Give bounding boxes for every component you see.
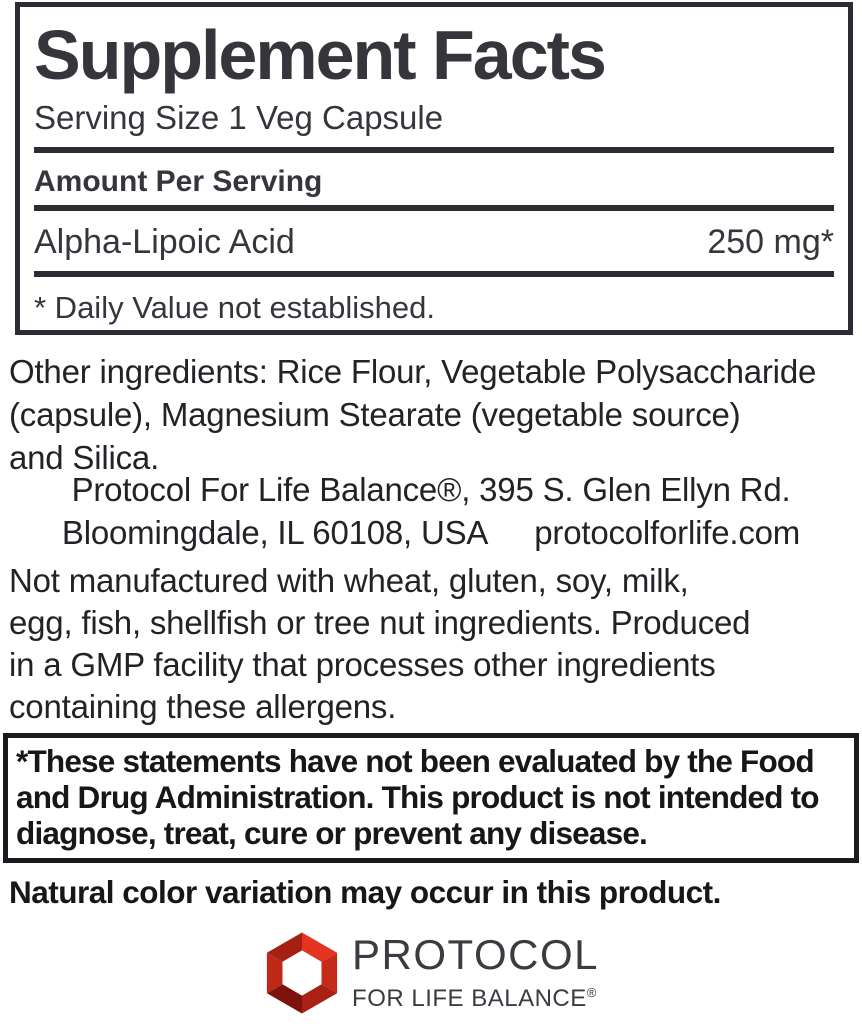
- amount-per-serving-header: Amount Per Serving: [34, 165, 323, 198]
- other-ingredients-line: Other ingredients: Rice Flour, Vegetable Polysaccharide: [9, 353, 817, 390]
- other-ingredients-line: (capsule), Magnesium Stearate (vegetable source): [9, 396, 741, 433]
- allergen-line: in a GMP facility that processes other ingredients: [9, 646, 716, 683]
- address-city: Bloomingdale, IL 60108, USA: [61, 514, 489, 551]
- ingredient-name: Alpha-Lipoic Acid: [34, 223, 295, 261]
- brand-tagline-text: FOR LIFE BALANCE: [352, 985, 587, 1012]
- fda-disclaimer-line: and Drug Administration. This product is not intended to: [16, 779, 819, 815]
- address-line2: [0, 511, 862, 554]
- divider-rule: [34, 271, 834, 277]
- ingredient-amount: 250 mg*: [707, 223, 834, 261]
- fda-disclaimer-box: [3, 733, 859, 863]
- serving-size: Serving Size 1 Veg Capsule: [34, 99, 444, 136]
- other-ingredients-line: and Silica.: [9, 439, 160, 476]
- allergen-line: containing these allergens.: [9, 688, 397, 725]
- other-ingredients-paragraph: [9, 350, 856, 479]
- allergen-statement: [9, 560, 856, 728]
- allergen-line: Not manufactured with wheat, gluten, soy, milk,: [9, 562, 689, 599]
- company-website: protocolforlife.com: [534, 514, 801, 551]
- registered-trademark-symbol: ®: [586, 985, 597, 1000]
- supplement-facts-panel: [15, 2, 853, 335]
- address-line1: Protocol For Life Balance®, 395 S. Glen Ellyn Rd.: [71, 471, 791, 508]
- brand-name: PROTOCOL: [352, 931, 599, 978]
- daily-value-footnote: * Daily Value not established.: [34, 290, 435, 325]
- panel-title: Supplement Facts: [34, 16, 605, 94]
- brand-tagline: [352, 980, 599, 1012]
- company-address: [0, 468, 862, 554]
- ingredient-row: [34, 223, 834, 261]
- divider-rule: [34, 147, 834, 153]
- divider-rule: [34, 205, 834, 211]
- allergen-line: egg, fish, shellfish or tree nut ingredients. Produced: [9, 604, 751, 641]
- hexagon-logo-icon: [263, 930, 341, 1016]
- fda-disclaimer-line: *These statements have not been evaluated by the Food: [16, 743, 814, 779]
- color-variation-note: Natural color variation may occur in this product.: [9, 874, 721, 910]
- brand-wordmark: [352, 931, 599, 1012]
- fda-disclaimer-line: diagnose, treat, cure or prevent any disease.: [16, 815, 648, 851]
- brand-logo: [0, 930, 862, 1016]
